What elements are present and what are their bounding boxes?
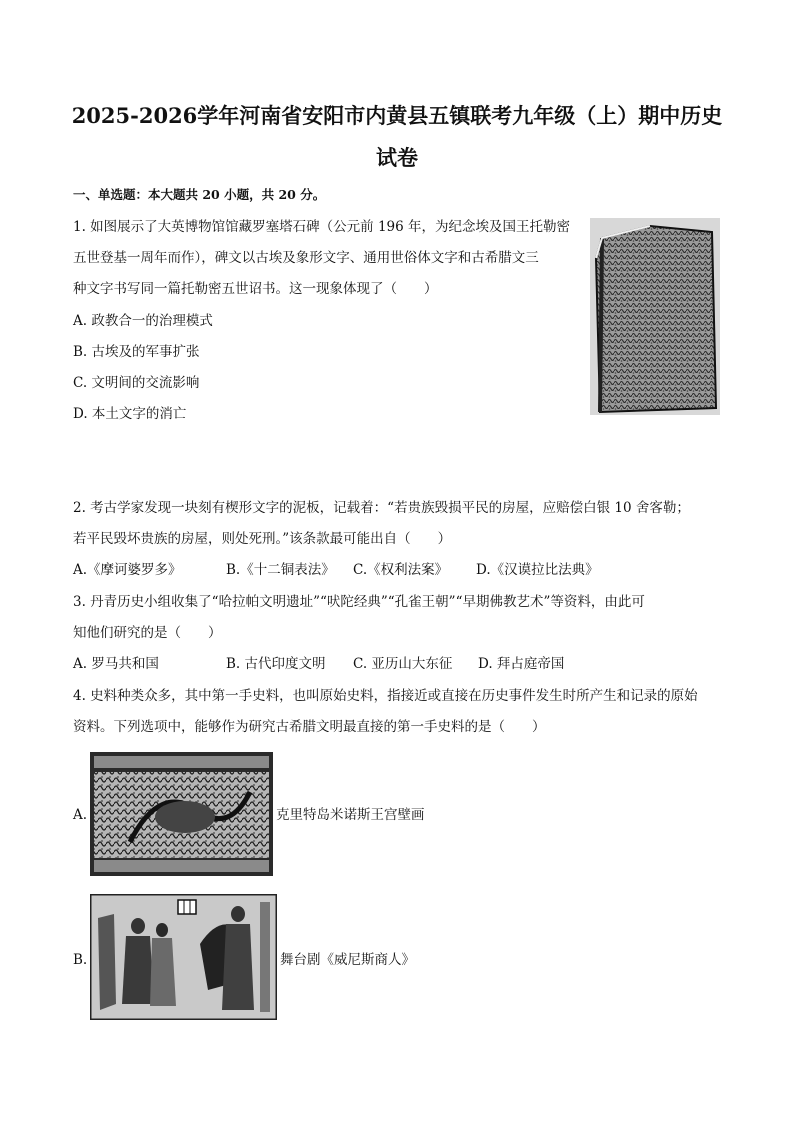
q2-stem-line2: 若平民毁坏贵族的房屋，则处死刑。”该条款最可能出自（ ） [73,531,452,547]
q2-option-d: D.《汉谟拉比法典》 [476,562,599,578]
q3-stem-line1: 3. 丹青历史小组收集了“哈拉帕文明遗址”“吠陀经典”“孔雀王朝”“早期佛教艺术”等资料，由此可 [73,594,645,610]
section-heading: 一、单选题：本大题共 20 小题，共 20 分。 [73,187,326,202]
q4-option-b-caption: 舞台剧《威尼斯商人》 [280,952,415,968]
q3-option-d: D. 拜占庭帝国 [478,656,565,672]
q2-option-c: C.《权利法案》 [353,562,449,578]
q3-stem-line2: 知他们研究的是（ ） [73,625,222,641]
q4-option-a-caption: 克里特岛米诺斯王宫壁画 [276,807,425,823]
q1-option-c: C. 文明间的交流影响 [73,375,200,391]
q3-option-a: A. 罗马共和国 [73,656,159,672]
q2-option-b: B.《十二铜表法》 [226,562,335,578]
q4-stem-line1: 4. 史料种类众多，其中第一手史料，也叫原始史料，指接近或直接在历史事件发生时所产生和记录的原始 [73,688,698,704]
q1-option-b: B. 古埃及的军事扩张 [73,344,200,360]
q3-option-c: C. 亚历山大东征 [353,656,453,672]
minoan-fresco-image [90,752,273,876]
q4-option-a-letter: A. [73,807,88,823]
exam-title-line2: 试卷 [376,145,418,170]
rosetta-stone-image [590,218,720,415]
q1-stem-line3: 种文字书写同一篇托勒密五世诏书。这一现象体现了（ ） [73,281,438,297]
q3-option-b: B. 古代印度文明 [226,656,326,672]
q1-option-d: D. 本土文字的消亡 [73,406,187,422]
q4-stem-line2: 资料。下列选项中，能够作为研究古希腊文明最直接的第一手史料的是（ ） [73,719,546,735]
q2-option-a: A.《摩诃婆罗多》 [73,562,182,578]
q4-option-b-letter: B. [73,952,88,968]
merchant-of-venice-image [90,894,277,1020]
q1-option-a: A. 政教合一的治理模式 [73,313,213,329]
q1-stem-line1: 1. 如图展示了大英博物馆馆藏罗塞塔石碑（公元前 196 年，为纪念埃及国王托勒密 [73,219,571,235]
q2-stem-line1: 2. 考古学家发现一块刻有楔形文字的泥板，记载着：“若贵族毁损平民的房屋，应赔偿白银 10 舍客勒； [73,500,690,516]
exam-title-line1: 2025-2026学年河南省安阳市内黄县五镇联考九年级（上）期中历史 [71,103,723,128]
q1-stem-line2: 五世登基一周年而作），碑文以古埃及象形文字、通用世俗体文字和古希腊文三 [73,250,539,266]
